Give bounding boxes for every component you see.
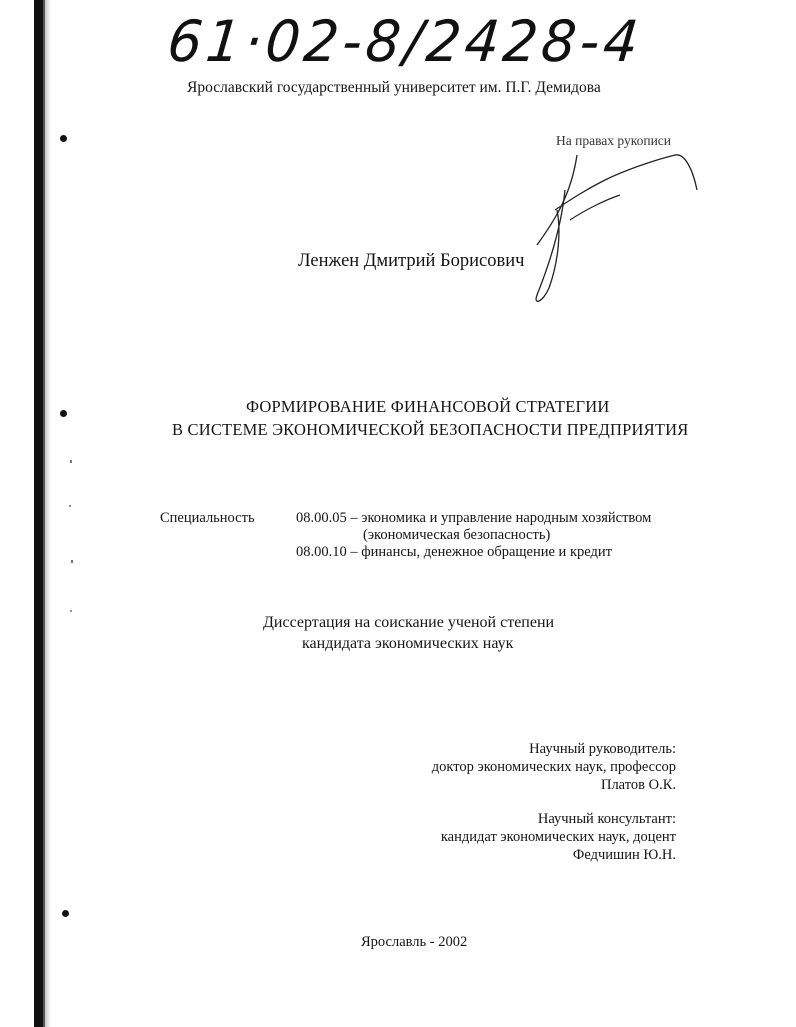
binding-hole-mark <box>60 135 67 142</box>
supervisor-name: Платов О.К. <box>600 777 676 793</box>
university-name: Ярославский государственный университет им. П.Г. Демидова <box>187 79 601 96</box>
specialty-code-1: 08.00.05 – экономика и управление народным хозяйством <box>296 510 652 526</box>
specialty-code-2: 08.00.10 – финансы, денежное обращение и кредит <box>296 544 612 560</box>
dissertation-degree-line-2: кандидата экономических наук <box>302 635 514 652</box>
binding-shadow <box>45 0 51 1027</box>
binding-hole-mark <box>62 910 69 917</box>
consultant-role: Научный консультант: <box>537 811 676 827</box>
manuscript-rights-note: На правах рукописи <box>556 133 672 148</box>
supervisor-degree: доктор экономических наук, профессор <box>431 759 676 775</box>
scan-specks <box>66 420 76 640</box>
consultant-degree: кандидат экономических наук, доцент <box>440 829 676 845</box>
dissertation-title-line-2: В СИСТЕМЕ ЭКОНОМИЧЕСКОЙ БЕЗОПАСНОСТИ ПРЕДПРИЯТИЯ <box>172 420 689 439</box>
dissertation-degree-line-1: Диссертация на соискание ученой степени <box>263 614 555 631</box>
dissertation-title-line-1: ФОРМИРОВАНИЕ ФИНАНСОВОЙ СТРАТЕГИИ <box>246 397 610 416</box>
supervisor-role: Научный руководитель: <box>529 741 676 757</box>
binding-hole-mark <box>60 410 67 417</box>
handwritten-archive-number: 61·02-8/2428-4 <box>164 8 646 75</box>
consultant-name: Федчишин Ю.Н. <box>572 847 676 863</box>
author-name: Ленжен Дмитрий Борисович <box>298 251 525 271</box>
specialty-code-1-detail: (экономическая безопасность) <box>363 527 551 543</box>
signature <box>525 150 705 310</box>
city-year: Ярославль - 2002 <box>361 934 468 950</box>
specialty-label: Специальность <box>160 510 255 526</box>
binding-spine <box>34 0 43 1027</box>
